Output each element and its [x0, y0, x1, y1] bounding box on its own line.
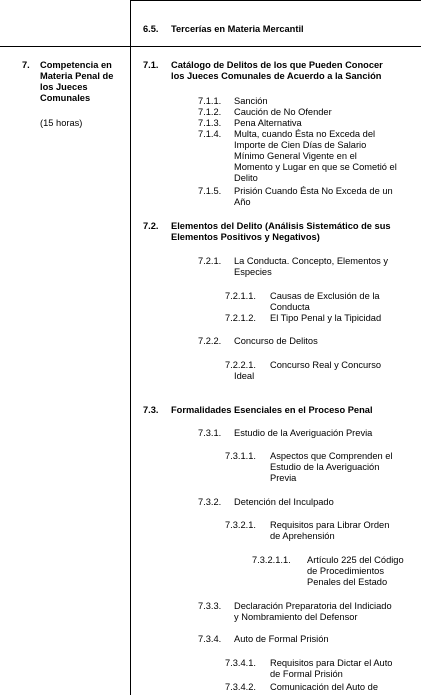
section-number: 7.1. [143, 60, 159, 70]
item-number: 7.3.4. [198, 634, 222, 644]
item-text: Concurso Real y Concurso [270, 360, 382, 370]
unit-number: 7. [22, 60, 30, 70]
item-text: Previa [270, 473, 297, 483]
section-title: Formalidades Esenciales en el Proceso Penal [171, 405, 373, 415]
item-number: 7.2.2.1. [225, 360, 257, 370]
item-text: Causas de Exclusión de la [270, 291, 380, 301]
item-text: Prisión Cuando Ésta No Exceda de un [234, 186, 393, 196]
item-number: 7.1.1. [198, 96, 222, 106]
item-number: 7.3.2. [198, 497, 222, 507]
syllabus-page: 6.5. Tercerías en Materia Mercantil 7. Competencia en Materia Penal de los Jueces Comunales (15 horas) 7.1. Catálogo de Delitos de los que Pueden Conocer los Jueces Comunales de Acuerdo a la Sanción 7.1.1. Sanción 7.1.2. Caución de No Ofender 7.1.3. Pena Alternativa 7.1.4. Multa, cuando Ésta no Exceda del Importe de Cien Días de Salario Mínimo General Vigente en el Momento y Lugar en que se Cometió el Delito 7.1.5. Prisión Cuando Ésta No Exceda de un Año 7.2. Elementos del Delito (Análisis Sistemático de sus Elementos Positivos y Negativos) 7.2.1. La Conducta. Concepto, Elementos y Especies 7.2.1.1. Causas de Exclusión de la Conducta 7.2.1.2. El Tipo Penal y la Tipicidad 7.2.2. Concurso de Delitos 7.2.2.1. Concurso Real y Concurso Ideal 7.3. Formalidades Esenciales en el Proceso Penal 7.3.1. Estudio de la Averiguación Previa 7.3.1.1. Aspectos que Comprenden el Estudio de la Averiguación Previa 7.3.2. Detención del Inculpado 7.3.2.1. Requisitos para Librar Orden de Aprehensión 7.3.2.1.1. Artículo 225 del Código de Procedimientos Penales del Estado 7.3.3. Declaración Preparatoria del Indiciado y Nombramiento del Defensor 7.3.4. Auto de Formal Prisión 7.3.4.1. Requisitos para Dictar el Auto de Formal Prisión 7.3.4.2. Comunicación del Auto de [0, 0, 421, 695]
item-text: Requisitos para Librar Orden [270, 520, 390, 530]
item-number: 7.1.5. [198, 186, 222, 196]
item-text: Concurso de Delitos [234, 336, 318, 346]
item-text: Aspectos que Comprenden el [270, 451, 393, 461]
unit-hours: (15 horas) [40, 118, 83, 128]
item-number: 7.1.4. [198, 129, 222, 139]
item-number: 7.3.2.1.1. [252, 555, 291, 565]
item-number: 7.2.1.1. [225, 291, 257, 301]
section-title: los Jueces Comunales de Acuerdo a la Sanción [171, 71, 382, 81]
item-text: Sanción [234, 96, 268, 106]
item-number: 7.2.2. [198, 336, 222, 346]
item-text: Auto de Formal Prisión [234, 634, 329, 644]
section-title: Tercerías en Materia Mercantil [171, 24, 304, 34]
section-number: 7.3. [143, 405, 159, 415]
column-divider [130, 0, 131, 695]
item-text: Importe de Cien Días de Salario [234, 140, 367, 150]
row-divider [0, 46, 421, 47]
item-text: Conducta [270, 302, 310, 312]
item-text: El Tipo Penal y la Tipicidad [270, 313, 382, 323]
item-text: Estudio de la Averiguación Previa [234, 428, 373, 438]
item-text: Pena Alternativa [234, 118, 302, 128]
item-text: Delito [234, 173, 258, 183]
item-text: de Aprehensión [270, 531, 335, 541]
section-title: Elementos Positivos y Negativos) [171, 232, 320, 242]
item-number: 7.3.3. [198, 601, 222, 611]
item-text: Requisitos para Dictar el Auto [270, 658, 393, 668]
item-text: Artículo 225 del Código [307, 555, 404, 565]
item-number: 7.2.1.2. [225, 313, 257, 323]
item-text: Declaración Preparatoria del Indiciado [234, 601, 392, 611]
item-number: 7.3.4.1. [225, 658, 257, 668]
section-title: Catálogo de Delitos de los que Pueden Conocer [171, 60, 383, 70]
top-border [130, 0, 421, 1]
item-text: y Nombramiento del Defensor [234, 612, 358, 622]
item-text: Detención del Inculpado [234, 497, 334, 507]
item-number: 7.3.2.1. [225, 520, 257, 530]
section-number: 7.2. [143, 221, 159, 231]
item-number: 7.1.2. [198, 107, 222, 117]
item-text: La Conducta. Concepto, Elementos y [234, 256, 389, 266]
item-text: Ideal [234, 371, 255, 381]
item-text: Estudio de la Averiguación [270, 462, 380, 472]
section-number: 6.5. [143, 24, 159, 34]
item-text: Momento y Lugar en que se Cometió el [234, 162, 397, 172]
item-text: Caución de No Ofender [234, 107, 332, 117]
item-text: Año [234, 197, 251, 207]
item-number: 7.3.4.2. [225, 682, 257, 692]
item-text: Mínimo General Vigente en el [234, 151, 357, 161]
item-number: 7.3.1. [198, 428, 222, 438]
item-text: de Procedimientos [307, 566, 384, 576]
item-text: Penales del Estado [307, 577, 388, 587]
item-text: Especies [234, 267, 272, 277]
section-title: Elementos del Delito (Análisis Sistemático de sus [171, 221, 391, 231]
item-text: Comunicación del Auto de [270, 682, 379, 692]
item-number: 7.2.1. [198, 256, 222, 266]
item-text: de Formal Prisión [270, 669, 343, 679]
item-number: 7.1.3. [198, 118, 222, 128]
item-text: Multa, cuando Ésta no Exceda del [234, 129, 376, 139]
item-number: 7.3.1.1. [225, 451, 257, 461]
